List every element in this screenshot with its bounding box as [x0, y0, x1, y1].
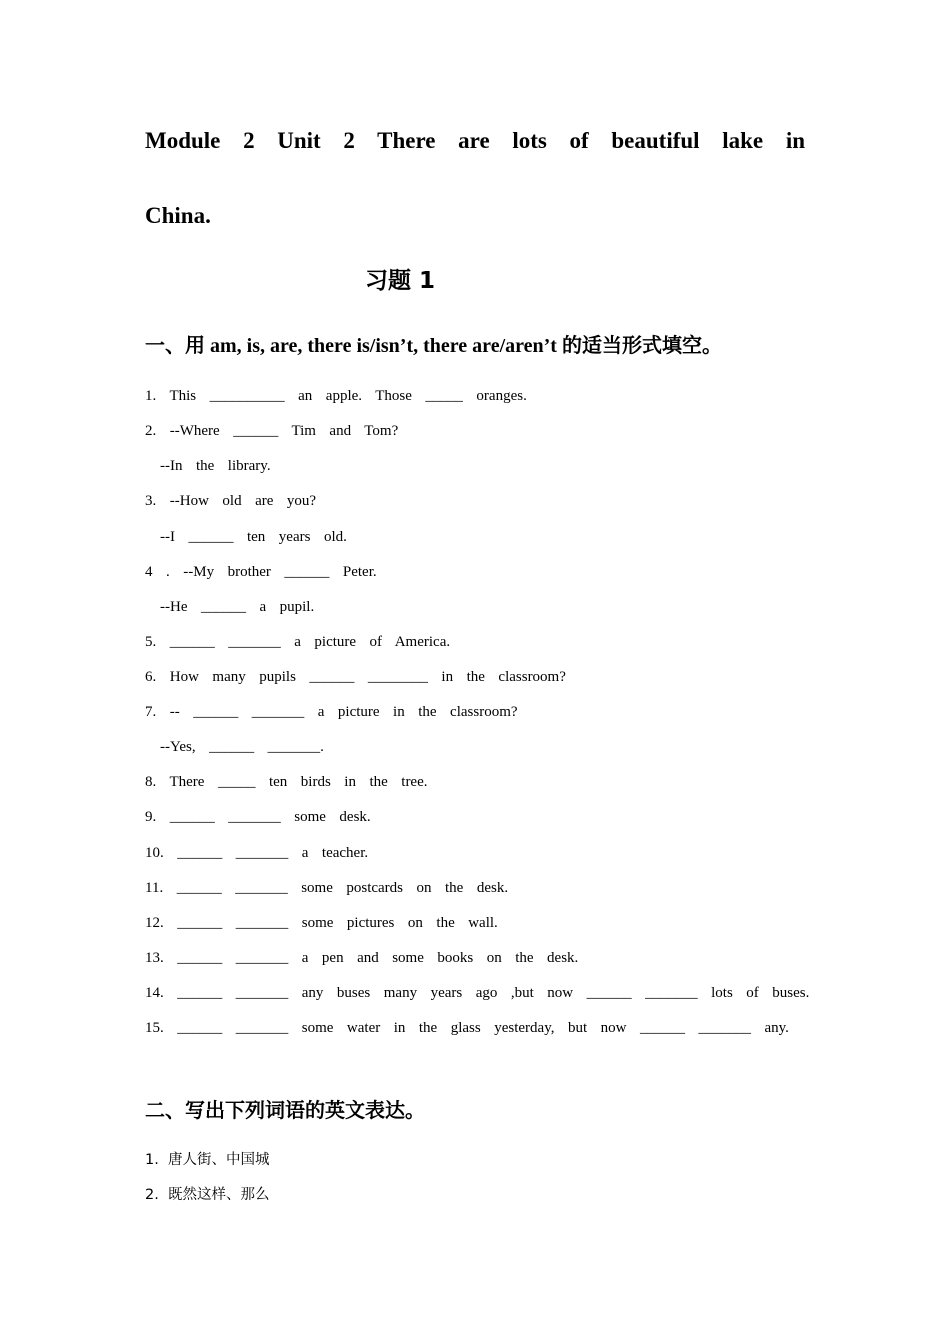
- question-line: 6. How many pupils ______ ________ in the classroom?: [145, 669, 566, 685]
- question-line: 7. -- ______ _______ a picture in the classroom?: [145, 704, 518, 720]
- question-line: 4 . --My brother ______ Peter.: [145, 564, 377, 580]
- answer-line: --He ______ a pupil.: [160, 599, 315, 615]
- answer-line: --I ______ ten years old.: [160, 529, 347, 545]
- question-line: 10. ______ _______ a teacher.: [145, 845, 369, 861]
- question-line: 8. There _____ ten birds in the tree.: [145, 774, 428, 790]
- question-line: 12. ______ _______ some pictures on the wall.: [145, 915, 498, 931]
- answer-line: --Yes, ______ _______.: [160, 739, 324, 755]
- question-line: 14. ______ _______ any buses many years ago ,but now ______ _______ lots of buses.: [145, 985, 810, 1001]
- question-line: 9. ______ _______ some desk.: [145, 809, 371, 825]
- question-line: 11. ______ _______ some postcards on the desk.: [145, 880, 509, 896]
- vocab-item: 1. 唐人街、中国城: [145, 1152, 270, 1168]
- section-1-heading: 一、用 am, is, are, there is/isn’t, there are/aren’t 的适当形式填空。: [145, 335, 722, 357]
- exercise-subtitle: 习题 1: [364, 268, 435, 294]
- answer-line: --In the library.: [160, 458, 271, 474]
- question-line: 3. --How old are you?: [145, 493, 317, 509]
- question-line: 13. ______ _______ a pen and some books on the desk.: [145, 950, 579, 966]
- document-title-line-1: Module 2 Unit 2 There are lots of beautiful lake in: [145, 128, 805, 153]
- question-line: 5. ______ _______ a picture of America.: [145, 634, 451, 650]
- vocab-item: 2. 既然这样、那么: [145, 1187, 270, 1203]
- question-line: 1. This __________ an apple. Those _____ oranges.: [145, 388, 527, 404]
- document-title-line-2: China.: [145, 203, 211, 228]
- section-2-heading: 二、写出下列词语的英文表达。: [145, 1100, 425, 1122]
- question-line: 15. ______ _______ some water in the glass yesterday, but now ______ _______ any.: [145, 1020, 789, 1036]
- question-line: 2. --Where ______ Tim and Tom?: [145, 423, 399, 439]
